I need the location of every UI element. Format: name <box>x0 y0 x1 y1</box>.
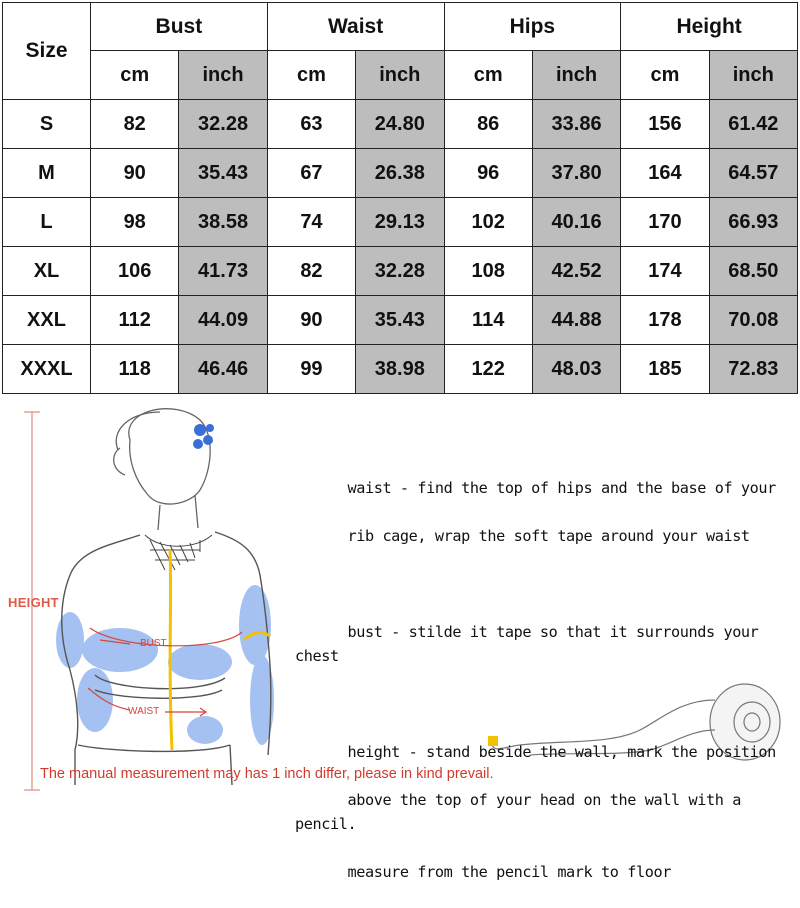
bust-cm-cell: 106 <box>91 247 179 296</box>
table-row <box>3 247 798 296</box>
bust-inch-cell: 38.58 <box>179 198 267 247</box>
hips-inch-cell: 42.52 <box>532 247 620 296</box>
hips-cm-cell: 102 <box>444 198 532 247</box>
waist-cm-cell: 67 <box>267 149 355 198</box>
height-cm-cell: 164 <box>621 149 709 198</box>
size-cell: XL <box>3 247 91 296</box>
collar-sketch <box>145 535 212 570</box>
measurement-guide <box>0 400 800 881</box>
bust-cm-cell: 82 <box>91 100 179 149</box>
waist-label: WAIST <box>128 706 160 717</box>
unit-inch: inch <box>179 51 267 100</box>
unit-cm: cm <box>444 51 532 100</box>
waist-inch-cell: 38.98 <box>356 345 444 394</box>
hips-inch-cell: 48.03 <box>532 345 620 394</box>
unit-inch: inch <box>356 51 444 100</box>
table-row <box>3 100 798 149</box>
size-cell: S <box>3 100 91 149</box>
size-cell: XXXL <box>3 345 91 394</box>
unit-inch: inch <box>709 51 797 100</box>
measurement-disclaimer: The manual measurement may has 1 inch differ, please in kind prevail. <box>40 766 494 782</box>
bust-inch-cell: 32.28 <box>179 100 267 149</box>
waist-instruction <box>295 452 795 572</box>
measurement-instructions <box>295 452 795 908</box>
waist-cm-cell: 63 <box>267 100 355 149</box>
bust-inch-cell: 35.43 <box>179 149 267 198</box>
height-instruction <box>295 716 795 908</box>
table-row <box>3 345 798 394</box>
hair-clip-icon <box>193 424 214 449</box>
unit-cm: cm <box>91 51 179 100</box>
waist-cm-cell: 74 <box>267 198 355 247</box>
hips-cm-cell: 114 <box>444 296 532 345</box>
height-cm-cell: 178 <box>621 296 709 345</box>
waist-cm-cell: 90 <box>267 296 355 345</box>
waist-inch-cell: 29.13 <box>356 198 444 247</box>
hips-inch-cell: 33.86 <box>532 100 620 149</box>
height-cm-cell: 185 <box>621 345 709 394</box>
waist-inch-cell: 26.38 <box>356 149 444 198</box>
unit-cm: cm <box>621 51 709 100</box>
hips-cm-cell: 108 <box>444 247 532 296</box>
bust-inch-cell: 41.73 <box>179 247 267 296</box>
size-chart-table <box>2 2 798 394</box>
bust-header: Bust <box>91 3 268 51</box>
unit-row <box>3 51 798 100</box>
bust-instruction-line: bust - stilde it tape so that it surrounds your chest <box>295 623 768 665</box>
bust-cm-cell: 90 <box>91 149 179 198</box>
height-inch-cell: 61.42 <box>709 100 797 149</box>
hips-inch-cell: 44.88 <box>532 296 620 345</box>
height-cm-cell: 170 <box>621 198 709 247</box>
height-cm-cell: 156 <box>621 100 709 149</box>
height-inch-cell: 70.08 <box>709 296 797 345</box>
height-inch-cell: 66.93 <box>709 198 797 247</box>
height-inch-cell: 68.50 <box>709 247 797 296</box>
waist-instruction-line: rib cage, wrap the soft tape around your waist <box>347 527 750 545</box>
bust-inch-cell: 46.46 <box>179 345 267 394</box>
height-instruction-line: measure from the pencil mark to floor <box>347 863 671 881</box>
bust-instruction <box>295 596 795 692</box>
size-cell: M <box>3 149 91 198</box>
waist-inch-cell: 35.43 <box>356 296 444 345</box>
bust-inch-cell: 44.09 <box>179 296 267 345</box>
waist-cm-cell: 82 <box>267 247 355 296</box>
bust-cm-cell: 118 <box>91 345 179 394</box>
unit-inch: inch <box>532 51 620 100</box>
hips-inch-cell: 37.80 <box>532 149 620 198</box>
size-cell: L <box>3 198 91 247</box>
waist-inch-cell: 32.28 <box>356 247 444 296</box>
table-row <box>3 198 798 247</box>
height-header: Height <box>621 3 798 51</box>
waist-header: Waist <box>267 3 444 51</box>
hips-cm-cell: 86 <box>444 100 532 149</box>
bust-label: BUST <box>140 638 167 649</box>
hips-cm-cell: 96 <box>444 149 532 198</box>
hips-cm-cell: 122 <box>444 345 532 394</box>
size-header: Size <box>3 3 91 100</box>
hips-inch-cell: 40.16 <box>532 198 620 247</box>
waist-instruction-line: waist - find the top of hips and the base of your <box>347 479 776 497</box>
size-cell: XXL <box>3 296 91 345</box>
hips-header: Hips <box>444 3 621 51</box>
waist-cm-cell: 99 <box>267 345 355 394</box>
unit-cm: cm <box>267 51 355 100</box>
table-row <box>3 296 798 345</box>
height-instruction-line: above the top of your head on the wall with a pencil. <box>295 791 750 833</box>
table-header-row <box>3 3 798 51</box>
height-cm-cell: 174 <box>621 247 709 296</box>
height-label: HEIGHT <box>8 595 59 610</box>
height-inch-cell: 64.57 <box>709 149 797 198</box>
bust-cm-cell: 112 <box>91 296 179 345</box>
blue-shading <box>56 585 274 745</box>
table-row <box>3 149 798 198</box>
height-inch-cell: 72.83 <box>709 345 797 394</box>
waist-inch-cell: 24.80 <box>356 100 444 149</box>
bust-cm-cell: 98 <box>91 198 179 247</box>
height-instruction-line: height - stand beside the wall, mark the position <box>347 743 776 761</box>
